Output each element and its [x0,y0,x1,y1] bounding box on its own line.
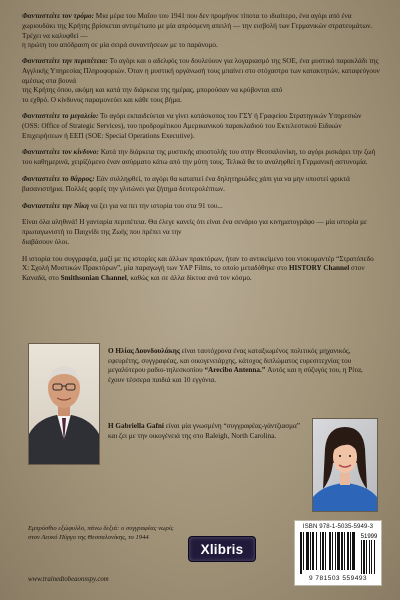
barcode-number: 9 781503 559493 [308,575,368,582]
blurb-paragraph-terror [22,12,380,51]
coauthor-bio [108,422,308,441]
blurb-text-documentary: Η ιστορία του συγγραφέα, μαζί με τις ιστορίες και άλλων πρακτόρων, ήταν το αντικείμενο του ντοκυμαντέρ “Στρατόπεδο Χ: Σχολή Μυστικών Πρακτόρων”, μία παραγωγή των YAP Films, το οποίο μεταδόθηκε στο [22,254,374,273]
isbn-barcode [294,520,382,586]
front-cover-photo-caption: Εμπρόσθιο εξώφυλλο, πάνω δεξιά: ο συγγραφέας νωρίς στον Λευκό Πύργο της Θεσσαλονίκης, το 1944 [28,525,174,541]
blurb-text-true-story-end: διαβάσουν όλοι. [22,237,69,246]
blurb-paragraph-true-story [22,218,380,247]
blurb-text-terror: Μια μέρα του Μαΐου του 1941 που δεν προμήνυε τίποτα το ιδιαίτερο, ένα αγόρι από ένα χωριουδάκι της Κρήτης βρίσκεται αντιμέτωπο με μία απρόσμενη απειλή — την εισβολή των Γερμανικών στρατευμάτων. Τρέχει να καλυφθεί — [22,12,373,40]
blurb-text-danger: Κατά την διάρκεια της μυστικής αποστολής του στην Θεσσαλονίκη, το αγόρι ρισκάρει την ζωή του καθημερινά, χειρίζόμενο έναν ασύρματο κάτω από την μύτη τους. Τελικά θα το αναληφθεί η Γερμανική αστυνομία. [22,148,376,167]
blurb-lead-courage: Φανταστείτε το θάρρος: [22,174,95,183]
blurb-lead-victory: Φανταστείτε την Νίκη [22,201,89,210]
author-name: Ο Ηλίας Δουνδουλάκης [108,347,180,355]
blurb-lead-terror: Φανταστείτε τον τρόμο: [22,12,94,20]
blurb-text-true-story: Είναι όλα αληθινά! Η γανταρία περιπέτεια. Θα έλεγε κανείς ότι είναι ένα σενάριο για κινηματογράφο — μία ιστορία με πρωταγωνιστή το Παιχνίδι της Ζωής που πρέπει να την [22,218,368,237]
author-bio [108,347,380,386]
blurb-text-documentary-end: , καθώς και σε άλλα δίκτυα ανά τον κόσμο. [126,274,252,283]
blurb-text-courage: Εάν συλληφθεί, το αγόρι θα καταπιεί ένα δηλητηριώδες χάπι για να μην υποστεί φρικτά βασανιστήρια. Πολλές φορές την γλιτώνει για ζήτημα δευτερολέπτων. [22,174,350,193]
blurb-paragraph-documentary [22,255,380,284]
author-bio-text: είναι ταυτόχρονα ένας καταξιωμένος πολιτικός μηχανικός, εφευρέτης, συγγραφέας, και οικογενειάρχης, κάτοχος διπλώματος ευρεσιτεχνίας του μεγαλύτερου ραδιο-τηλεσκοπίου [108,347,352,375]
author-bio-text-end: Αυτός και η σύζυγός του, η Ρίτα, έχουν τέσσερα παιδιά και 10 εγγόνια. [108,366,363,385]
back-cover-blurb [22,12,380,291]
blurb-text-terror-cont: η πρώτη του απόδραση σε μία σειρά συναντήσεων με το παράνομο. [22,41,218,50]
blurb-paragraph-greatness [22,112,380,141]
blurb-text-greatness: Το αγόρι εκπαιδεύεται να γίνει κατάσκοπος του ΓΣΥ ή Γραφείου Στρατηγικών Υπηρεσιών (OSS: Office of Strategic Services), του προδρομίτικου Αμερικανικού παρακλαδιού του Εκτελεστικού Ειδικών Επιχειρήσεων ή ΕΕΠ (SOE: Special Operations Executive). [22,112,362,140]
blurb-text-documentary-mid: στον Καναδά, στο [22,264,365,283]
author-portrait-image [29,344,99,464]
author-photo [28,343,100,465]
barcode-bars-image [299,532,377,574]
publisher-logo: Xlibris [188,536,256,562]
blurb-lead-adventure: Φανταστείτε την περιπέτεια: [22,57,108,66]
coauthor-bio-text: είναι μία γνωσμένη “συγγραφέας-γάντζιασμα” και ζει με την οικογένειά της στο Raleigh, North Carolina. [108,422,300,440]
website-link[interactable]: www.trainedtobeaonsspy.com [28,576,109,583]
blurb-paragraph-courage [22,175,380,195]
blurb-paragraph-victory [22,202,380,212]
blurb-text-adventure-end: το εχθρό. Ο κίνδυνος παραμονεύει και κάθε τους βήμα. [22,96,182,105]
coauthor-photo [312,418,378,512]
coauthor-name: Η Gabriella Gafni [108,422,164,430]
blurb-paragraph-adventure [22,57,380,106]
blurb-text-victory: να ζει για να πει την ιστορία του στα 91 του... [88,201,223,210]
blurb-paragraph-danger [22,148,380,168]
telescope-name: “Arecibo Antenna.” [204,366,266,375]
blurb-text-adventure-cont: της Κρήτης όπου, ακόμη και κατά την διάρκεια της ημέρας, μπορούσαν να κρύβονται από [22,86,283,95]
barcode-price-code: 51999 [360,534,377,540]
coauthor-portrait-image [313,419,377,511]
smithsonian-channel-name: Smithsonian Channel [60,274,127,283]
blurb-lead-greatness: Φανταστείτε το μεγαλείο: [22,112,99,121]
isbn-label: ISBN 978-1-5035-5949-3 [302,523,374,530]
blurb-lead-danger: Φανταστείτε τον κίνδυνο: [22,148,99,157]
history-channel-name: HISTORY Channel [288,264,350,273]
blurb-text-adventure: Το αγόρι και ο αδελφός του δουλεύουν για λογαριασμό της SOE, ένα μυστικό παρακλάδι της Αγγλικής Υπηρεσίας Πληροφοριών. Όταν η μυστική οργάνωσή τους μπαίνει στο στόχαστρο των κατακτητών, καταφεύγουν αμέσως στα βουνά [22,57,380,85]
